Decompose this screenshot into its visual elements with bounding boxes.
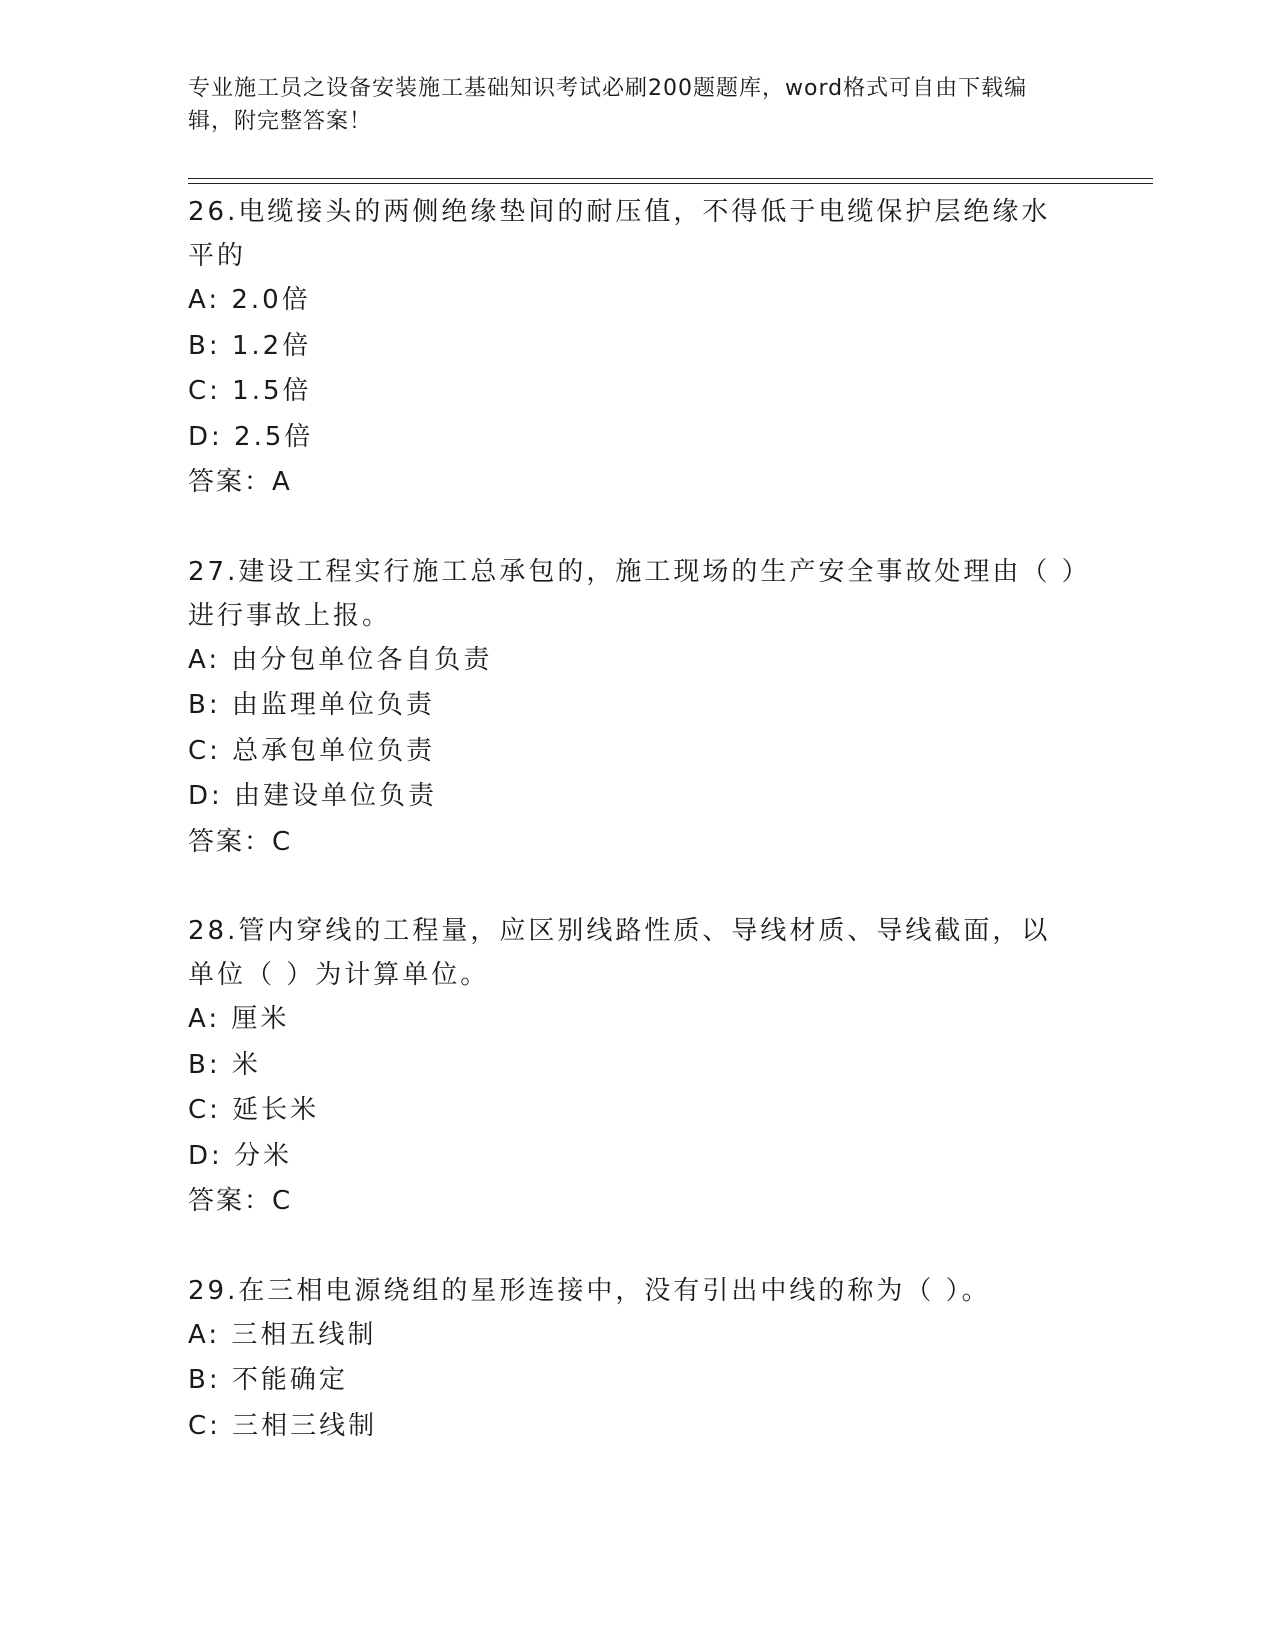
answer: 答案：A — [188, 467, 292, 497]
option-b: B: 1.2倍 — [188, 330, 312, 361]
question-stem: 27.建设工程实行施工总承包的，施工现场的生产安全事故处理由（ ）进行事故上报。 — [188, 556, 1078, 631]
option-d: D: 分米 — [188, 1140, 293, 1171]
question-26 — [188, 190, 1088, 506]
option-d: D: 2.5倍 — [188, 421, 314, 452]
option-c: C: 延长米 — [188, 1095, 320, 1125]
question-stem: 29.在三相电源绕组的星形连接中，没有引出中线的称为（ ）。 — [188, 1275, 991, 1306]
option-b: B: 不能确定 — [188, 1365, 348, 1395]
option-a: A: 三相五线制 — [188, 1319, 377, 1350]
question-28 — [188, 909, 1088, 1225]
option-a: A: 2.0倍 — [188, 285, 311, 315]
question-27 — [188, 550, 1088, 866]
question-list — [188, 190, 1088, 1493]
question-stem: 26.电缆接头的两侧绝缘垫间的耐压值，不得低于电缆保护层绝缘水平的 — [188, 197, 1051, 271]
answer: 答案：C — [188, 826, 293, 857]
option-d: D: 由建设单位负责 — [188, 781, 438, 811]
option-a: A: 由分包单位各自负责 — [188, 644, 493, 675]
header-divider-bottom — [188, 183, 1153, 184]
document-header: 专业施工员之设备安装施工基础知识考试必刷200题题库，word格式可自由下载编辑，附完整答案！ — [188, 76, 1028, 134]
question-29 — [188, 1269, 1088, 1450]
option-a: A: 厘米 — [188, 1004, 290, 1034]
option-c: C: 总承包单位负责 — [188, 735, 436, 766]
header-divider-top — [188, 178, 1153, 179]
answer: 答案：C — [188, 1186, 293, 1216]
option-b: B: 米 — [188, 1049, 261, 1080]
option-b: B: 由监理单位负责 — [188, 690, 435, 720]
option-c: C: 1.5倍 — [188, 376, 312, 406]
question-stem: 28.管内穿线的工程量，应区别线路性质、导线材质、导线截面，以单位（ ）为计算单位。 — [188, 916, 1051, 990]
option-c: C: 三相三线制 — [188, 1410, 378, 1441]
